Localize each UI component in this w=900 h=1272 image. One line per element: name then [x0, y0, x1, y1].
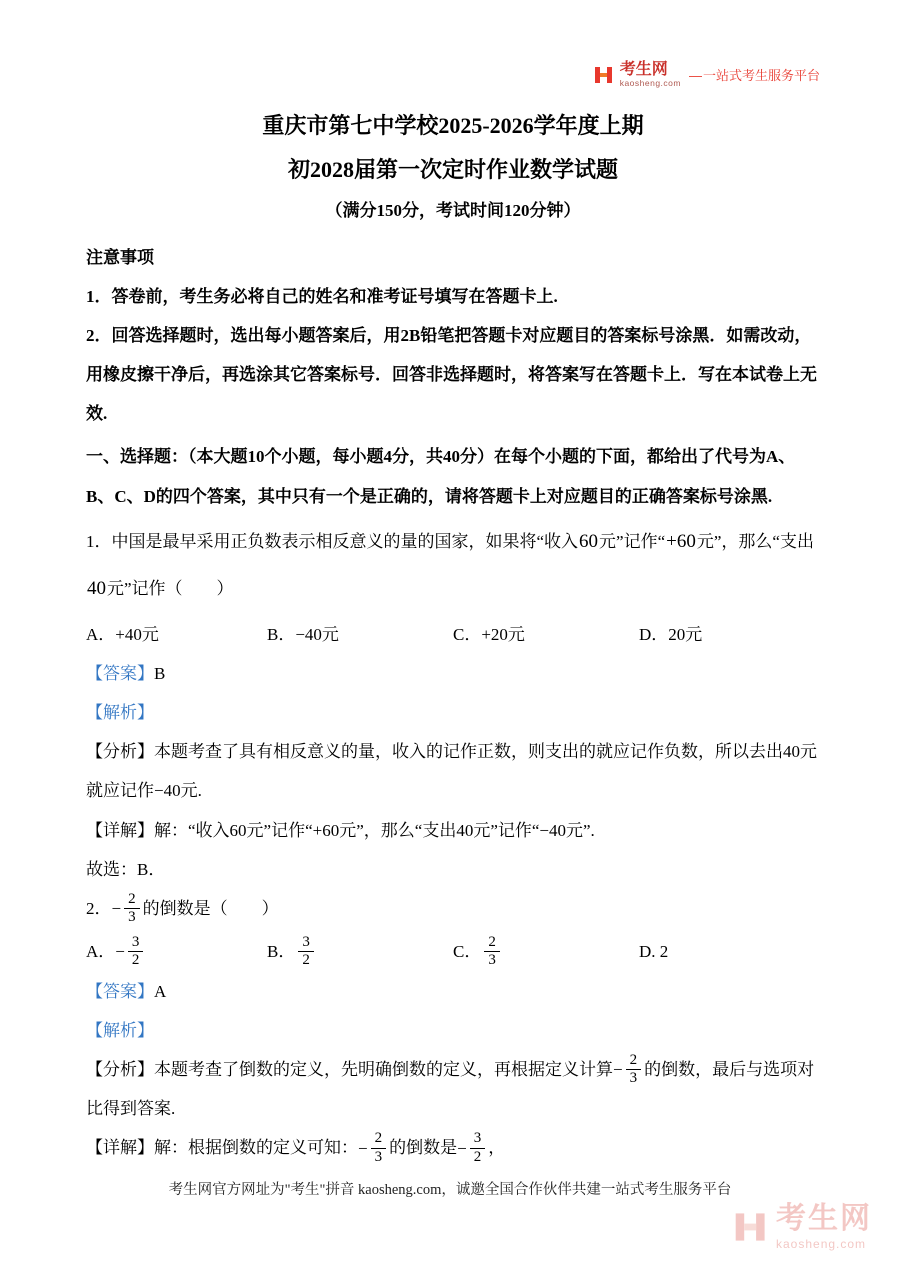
q1-option-d: D．20元: [639, 625, 703, 645]
question-2-options: [86, 932, 820, 972]
q2-fenxi: [86, 1050, 820, 1129]
q1-stem-text-b: 元”记作“: [599, 531, 666, 551]
q2-fenxi-frac-den: 3: [626, 1069, 642, 1087]
q2-fenxi-text-a: 【分析】本题考查了倒数的定义，先明确倒数的定义，再根据定义计算: [86, 1060, 613, 1080]
q1-jiexi-label: 【解析】: [86, 703, 154, 723]
q2-option-c-frac-den: 3: [484, 951, 500, 969]
q1-stem-math-60: 60: [579, 530, 599, 552]
q2-stem-fraction-numerator: 2: [128, 890, 136, 907]
q2-answer-value: A: [154, 981, 167, 1001]
q2-xj-minus1: −: [358, 1138, 368, 1158]
q2-option-c-label: C．: [453, 942, 482, 962]
q2-option-b-label: B．: [267, 942, 296, 962]
q1-fenxi: 【分析】本题考查了具有相反意义的量，收入的记作正数，则支出的就应记作负数，所以去出40元就应记作−40元.: [86, 742, 817, 801]
q2-xj-frac1-den: 3: [371, 1148, 387, 1166]
q2-fenxi-minus: −: [613, 1060, 623, 1080]
brand-name: 考生网: [619, 61, 668, 78]
notice-item-1: 1．答卷前，考生务必将自己的姓名和准考证号填写在答题卡上.: [86, 287, 558, 307]
brand-tagline: [689, 65, 820, 84]
q2-xiangjie-text-c: ，: [488, 1138, 506, 1158]
exam-title-line3: （满分150分，考试时间120分钟）: [325, 201, 581, 220]
q2-answer-line: [86, 972, 820, 1011]
q2-option-b-fraction: [298, 934, 314, 970]
q2-fenxi-frac-num: 2: [629, 1051, 638, 1068]
q1-answer-line: [86, 654, 820, 693]
kaosheng-watermark: [734, 1204, 872, 1250]
q2-stem-minus: −: [111, 898, 122, 918]
q1-stem-math-plus60: +60: [666, 530, 696, 552]
q2-xiangjie-text-a: 【详解】解：根据倒数的定义可知：: [86, 1138, 358, 1158]
q2-xiangjie-math1: [358, 1128, 389, 1168]
kaosheng-logo-icon: [594, 65, 614, 85]
q2-option-a-frac-den: 2: [128, 951, 144, 969]
q1-stem-text-a: 1．中国是最早采用正负数表示相反意义的量的国家，如果将“收入: [86, 531, 579, 551]
question-2-stem: [86, 889, 820, 929]
section-1-heading: 一、选择题：（本大题10个小题，每小题4分，共40分）在每个小题的下面，都给出了代号为A、B、C、D的四个答案，其中只有一个是正确的，请将答题卡上对应题目的正确答案标号涂黑.: [86, 447, 796, 506]
kaosheng-watermark-icon: [734, 1208, 768, 1246]
notice-item-2: 2．回答选择题时，选出每小题答案后，用2B铅笔把答题卡对应题目的答案标号涂黑．如需改动，用橡皮擦干净后，再选涂其它答案标号．回答非选择题时，将答案写在答题卡上．写在本试卷上无效.: [86, 326, 817, 424]
watermark-name: 考生网: [776, 1202, 872, 1235]
q2-xj-frac2-num: 3: [473, 1130, 482, 1147]
q2-option-a: [86, 932, 267, 972]
q2-stem-rest: 的倒数是（ ）: [142, 898, 279, 918]
notice-heading: 注意事项: [86, 248, 154, 267]
question-1-stem-line2: [86, 567, 820, 611]
q1-jiexi-line: [86, 693, 820, 732]
exam-title-line1: 重庆市第七中学校2025-2026学年度上期: [262, 113, 644, 138]
title-block: [86, 104, 820, 228]
q2-xiangjie: [86, 1128, 820, 1168]
watermark-text: [776, 1204, 872, 1250]
q2-option-a-fraction: [128, 934, 144, 970]
q2-option-b-frac-num: 3: [302, 934, 310, 951]
q2-option-c-fraction: [484, 934, 500, 970]
q2-xiangjie-fraction2: [470, 1130, 486, 1166]
q1-option-b: B．−40元: [267, 625, 339, 645]
brand-domain: kaosheng.com: [619, 77, 681, 88]
q2-answer-label: 【答案】: [86, 981, 154, 1001]
q2-jiexi-label: 【解析】: [86, 1020, 154, 1040]
q2-xj-frac2-den: 2: [470, 1148, 486, 1166]
q2-number: 2．: [86, 898, 112, 918]
q2-xj-minus2: −: [457, 1138, 467, 1158]
q2-option-a-label: A．: [86, 942, 116, 962]
q1-xiangjie: 【详解】解：“收入60元”记作“+60元”，那么“支出40元”记作“−40元”.: [86, 820, 595, 840]
q1-stem-math-40: 40: [87, 578, 106, 600]
q2-stem-fraction: [124, 891, 140, 927]
q1-option-a: A．+40元: [86, 625, 159, 645]
brand-text: [620, 62, 681, 88]
q2-stem-fraction-denominator: 3: [124, 908, 140, 926]
q1-option-c: C．+20元: [453, 625, 525, 645]
q2-xj-frac1-num: 2: [374, 1130, 383, 1147]
q2-xiangjie-fraction1: [371, 1130, 387, 1166]
q2-option-a-frac-num: 3: [131, 934, 140, 951]
q2-fenxi-text-b: 的倒数，最后与选项对比得到答案.: [86, 1060, 815, 1119]
q2-option-c-frac-num: 2: [488, 934, 496, 951]
q1-stem-text-d: 元”记作（ ）: [107, 579, 234, 599]
q2-fenxi-fraction: [626, 1052, 642, 1088]
q2-jiexi-line: [86, 1011, 820, 1050]
q1-stem-text-c: 元”，那么“支出: [696, 531, 814, 551]
q1-conclusion: 故选：B．: [86, 859, 166, 879]
q2-option-b-frac-den: 2: [298, 951, 314, 969]
footer-text: 考生网官方网址为"考生"拼音 kaosheng.com，诚邀全国合作伙伴共建一站式考生服务平台: [168, 1182, 732, 1198]
watermark-domain: kaosheng.com: [776, 1237, 867, 1251]
q1-answer-value: B: [154, 664, 166, 684]
brand-tagline-dash: —: [688, 68, 702, 84]
question-1-stem-line1: [86, 520, 820, 564]
q2-option-a-minus: −: [115, 942, 125, 962]
q2-option-c: [453, 932, 639, 972]
exam-title-line2: 初2028届第一次定时作业数学试题: [287, 157, 618, 182]
q2-xiangjie-text-b: 的倒数是: [389, 1138, 458, 1158]
q2-xiangjie-math2: [457, 1128, 488, 1168]
question-1-options: [86, 615, 820, 654]
q2-fenxi-math: [613, 1050, 644, 1090]
q2-option-d: D. 2: [639, 942, 669, 962]
kaosheng-brand-header: [594, 62, 820, 88]
q2-option-b: [267, 932, 453, 972]
brand-tagline-text: 一站式考生服务平台: [702, 68, 820, 84]
q1-answer-label: 【答案】: [86, 664, 154, 684]
